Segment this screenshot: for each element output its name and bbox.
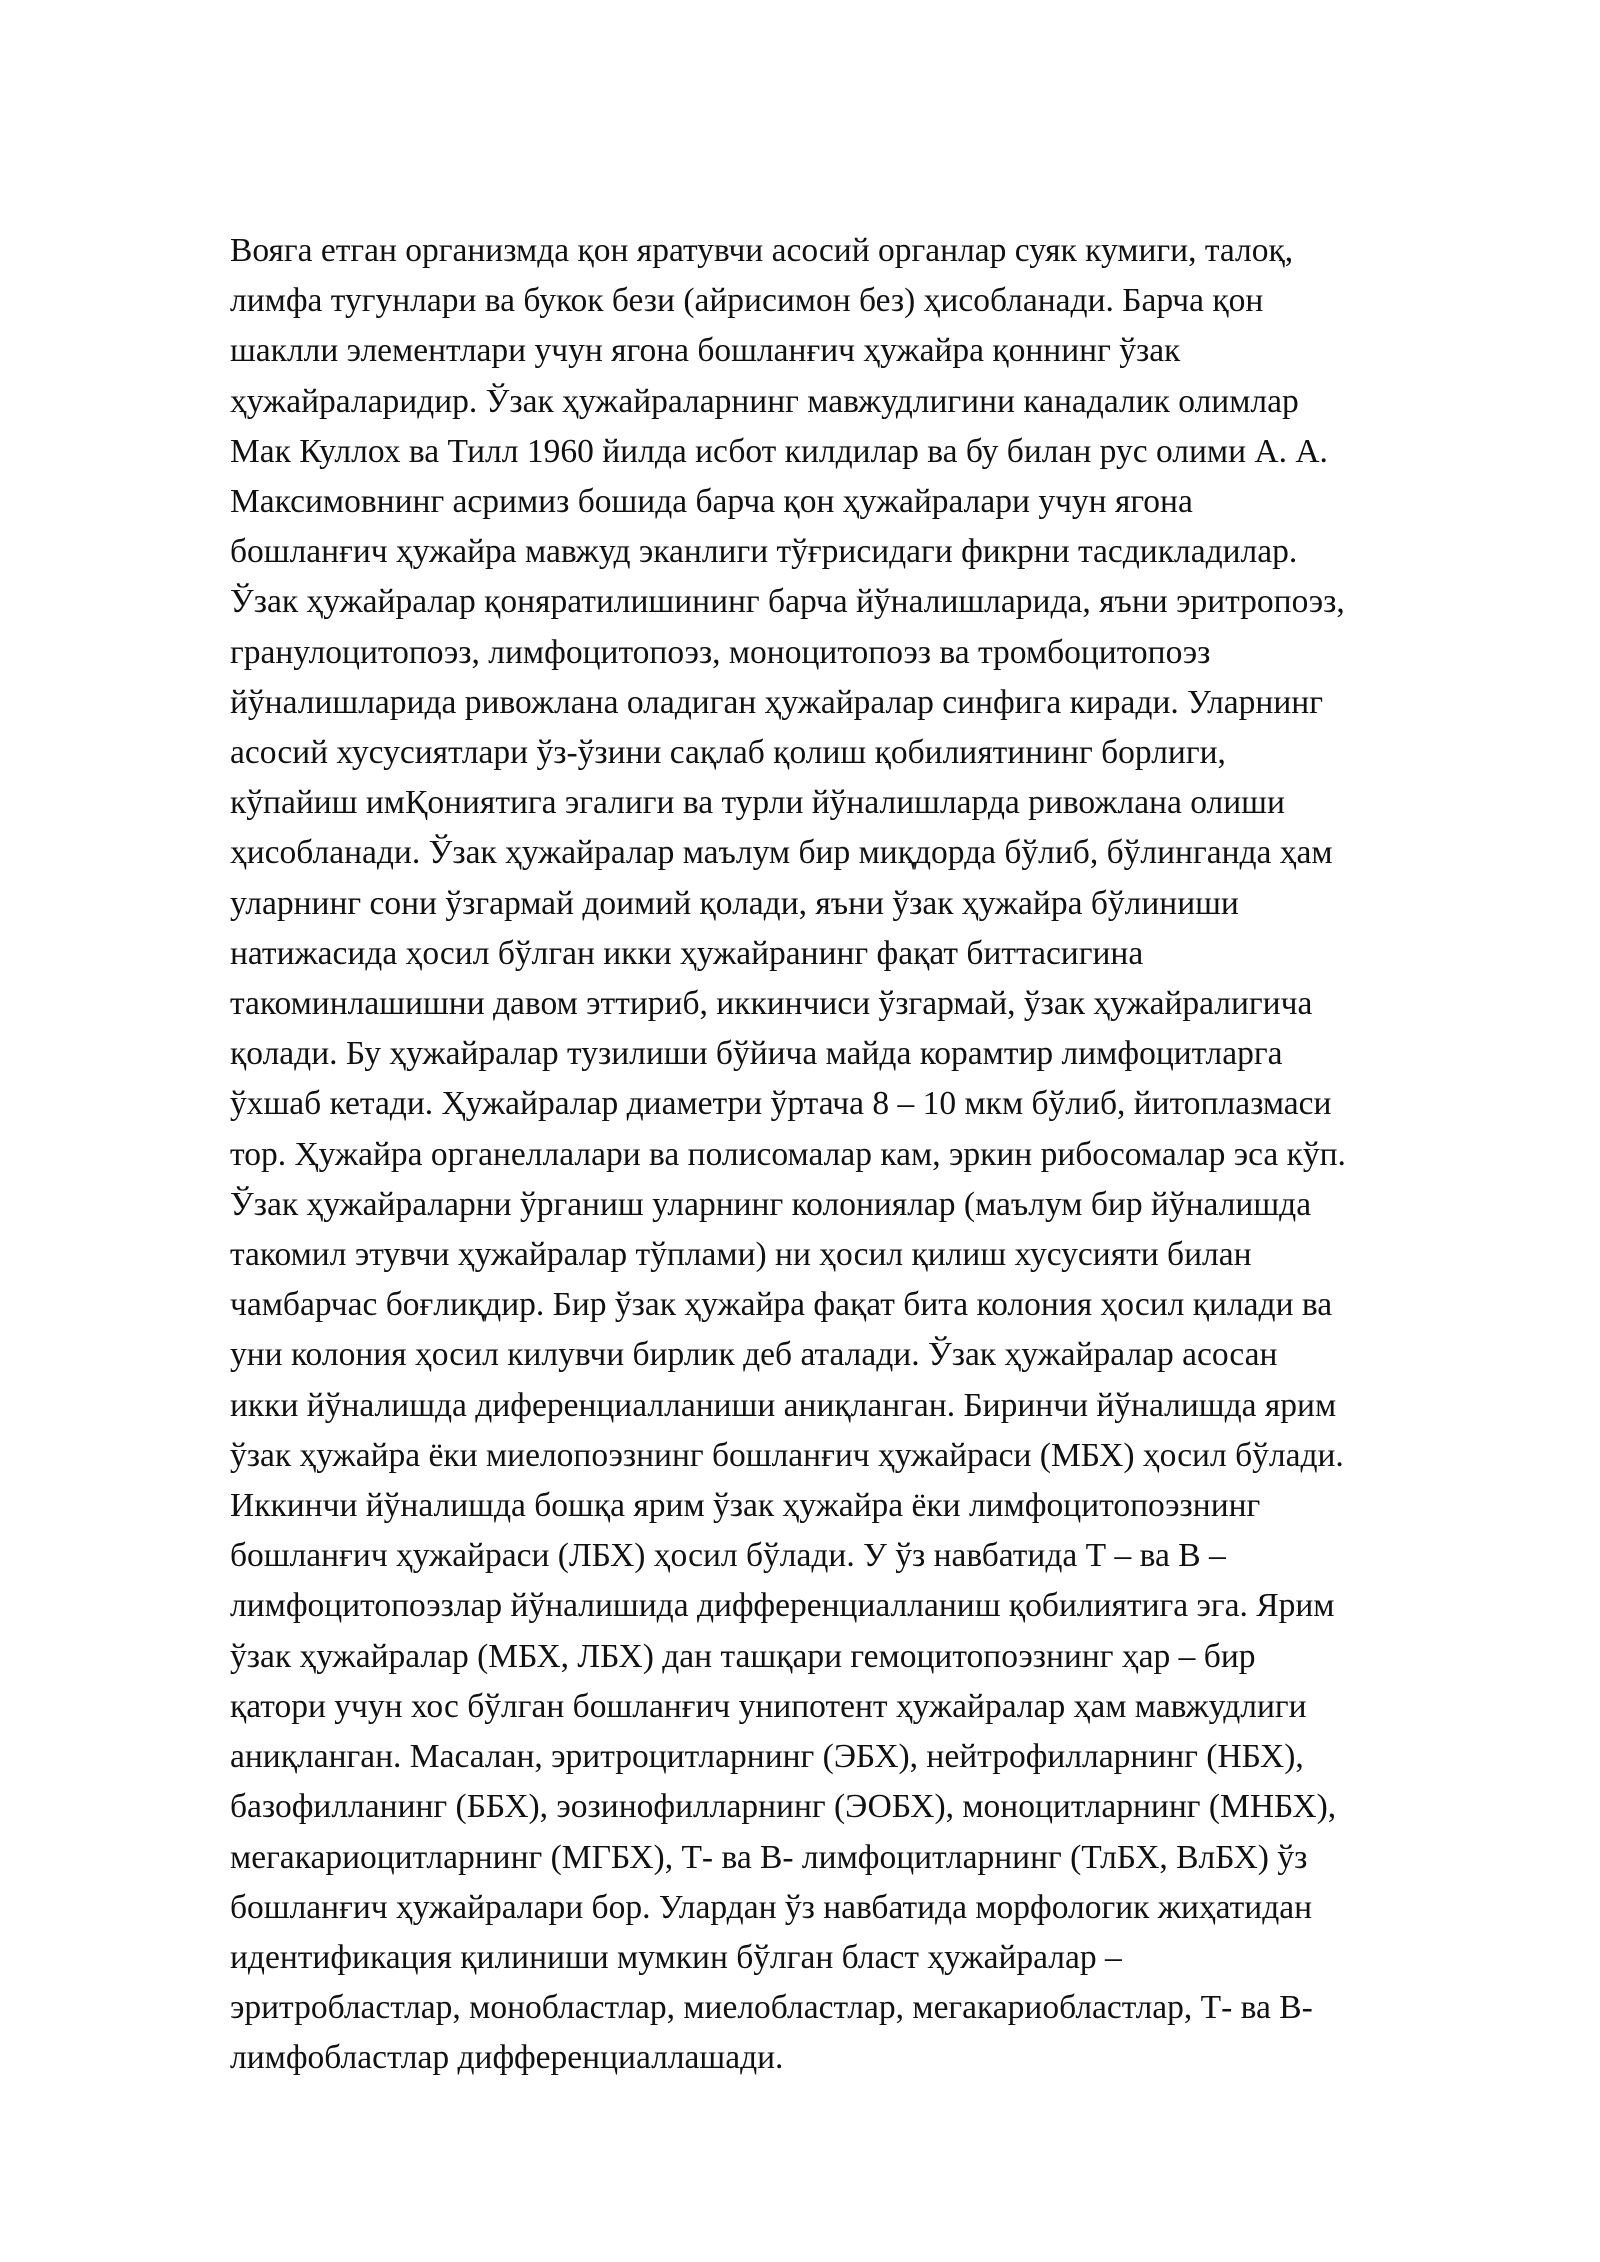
text-line: мегакариоцитларнинг (МГБХ), Т- ва В- лимфоцитларнинг (ТлБХ, ВлБХ) ўз xyxy=(230,1838,1308,1876)
text-line: Мак Куллох ва Тилл 1960 йилда исбот килдилар ва бу билан рус олими А. А. xyxy=(230,432,1328,470)
text-line: ҳужайраларидир. Ўзак ҳужайраларнинг мавжудлигини канадалик олимлар xyxy=(230,382,1299,420)
text-line: ҳисобланади. Ўзак ҳужайралар маълум бир миқдорда бўлиб, бўлинганда ҳам xyxy=(230,834,1333,872)
text-line: Ўзак ҳужайралар қоняратилишининг барча йўналишларида, яъни эритропоэз, xyxy=(230,583,1345,621)
text-line: йўналишларида ривожлана оладиган ҳужайралар синфига киради. Уларнинг xyxy=(230,683,1323,721)
body-paragraph xyxy=(230,226,1530,2084)
text-line: эритробластлар, монобластлар, миелобластлар, мегакариобластлар, Т- ва В- xyxy=(230,1989,1313,2027)
text-line: асосий хусусиятлари ўз-ўзини сақлаб қолиш қобилиятининг борлиги, xyxy=(230,734,1226,772)
text-line: лимфоцитопоэзлар йўналишида дифференциалланиш қобилиятига эга. Ярим xyxy=(230,1587,1335,1625)
text-line: лимфобластлар дифференциаллашади. xyxy=(230,2039,784,2077)
text-line: кўпайиш имҚониятига эгалиги ва турли йўналишларда ривожлана олиши xyxy=(230,784,1285,822)
text-line: икки йўналишда диференциалланиши аниқланган. Биринчи йўналишда ярим xyxy=(230,1386,1337,1424)
text-line: қатори учун хос бўлган бошланғич унипотент ҳужайралар ҳам мавжудлиги xyxy=(230,1687,1307,1725)
text-line: қолади. Бу ҳужайралар тузилиши бўйича майда корамтир лимфоцитларга xyxy=(230,1035,1283,1073)
text-line: бошланғич ҳужайраси (ЛБХ) ҳосил бўлади. У ўз навбатида Т – ва В – xyxy=(230,1537,1226,1575)
text-line: такомил этувчи ҳужайралар тўплами) ни ҳосил қилиш хусусияти билан xyxy=(230,1236,1252,1274)
text-line: уни колония ҳосил килувчи бирлик деб аталади. Ўзак ҳужайралар асосан xyxy=(230,1336,1278,1374)
text-line: такоминлашишни давом эттириб, иккинчиси ўзгармай, ўзак ҳужайралигича xyxy=(230,985,1313,1023)
text-line: аниқланган. Масалан, эритроцитларнинг (ЭБХ), нейтрофилларнинг (НБХ), xyxy=(230,1738,1304,1776)
text-line: Ўзак ҳужайраларни ўрганиш уларнинг колониялар (маълум бир йўналишда xyxy=(230,1185,1312,1223)
text-line: Вояга етган организмда қон яратувчи асосий органлар суяк кумиги, талоқ, xyxy=(230,232,1294,269)
text-line: бошланғич ҳужайра мавжуд эканлиги тўғрисидаги фикрни тасдикладилар. xyxy=(230,533,1298,571)
text-line: ўзак ҳужайралар (МБХ, ЛБХ) дан ташқари гемоцитопоэзнинг ҳар – бир xyxy=(230,1637,1256,1675)
text-line: гранулоцитопоэз, лимфоцитопоэз, моноцитопоэз ва тромбоцитопоэз xyxy=(230,633,1211,671)
text-line: натижасида ҳосил бўлган икки ҳужайранинг фақат биттасигина xyxy=(230,934,1144,972)
text-line: идентификация қилиниши мумкин бўлган бласт ҳужайралар – xyxy=(230,1938,1122,1976)
text-line: уларнинг сони ўзгармай доимий қолади, яъни ўзак ҳужайра бўлиниши xyxy=(230,884,1239,922)
text-line: чамбарчас боғлиқдир. Бир ўзак ҳужайра фақат бита колония ҳосил қилади ва xyxy=(230,1286,1333,1324)
text-line: бошланғич ҳужайралари бор. Улардан ўз навбатида морфологик жиҳатидан xyxy=(230,1888,1313,1926)
text-line: тор. Ҳужайра органеллалари ва полисомалар кам, эркин рибосомалар эса кўп. xyxy=(230,1135,1346,1173)
text-line: лимфа тугунлари ва букок бези (айрисимон без) ҳисобланади. Барча қон xyxy=(230,282,1264,320)
text-line: ўзак ҳужайра ёки миелопоэзнинг бошланғич ҳужайраси (МБХ) ҳосил бўлади. xyxy=(230,1436,1344,1474)
text-line: Максимовнинг асримиз бошида барча қон ҳужайралари учун ягона xyxy=(230,483,1193,521)
text-line: ўхшаб кетади. Ҳужайралар диаметри ўртача 8 – 10 мкм бўлиб, йитоплазмаси xyxy=(230,1085,1332,1123)
text-line: базофилланинг (ББХ), эозинофилларнинг (ЭОБХ), моноцитларнинг (МНБХ), xyxy=(230,1788,1337,1826)
text-line: Иккинчи йўналишда бошқа ярим ўзак ҳужайра ёки лимфоцитопоэзнинг xyxy=(230,1487,1261,1525)
text-line: шаклли элементлари учун ягона бошланғич ҳужайра қоннинг ўзак xyxy=(230,332,1181,370)
